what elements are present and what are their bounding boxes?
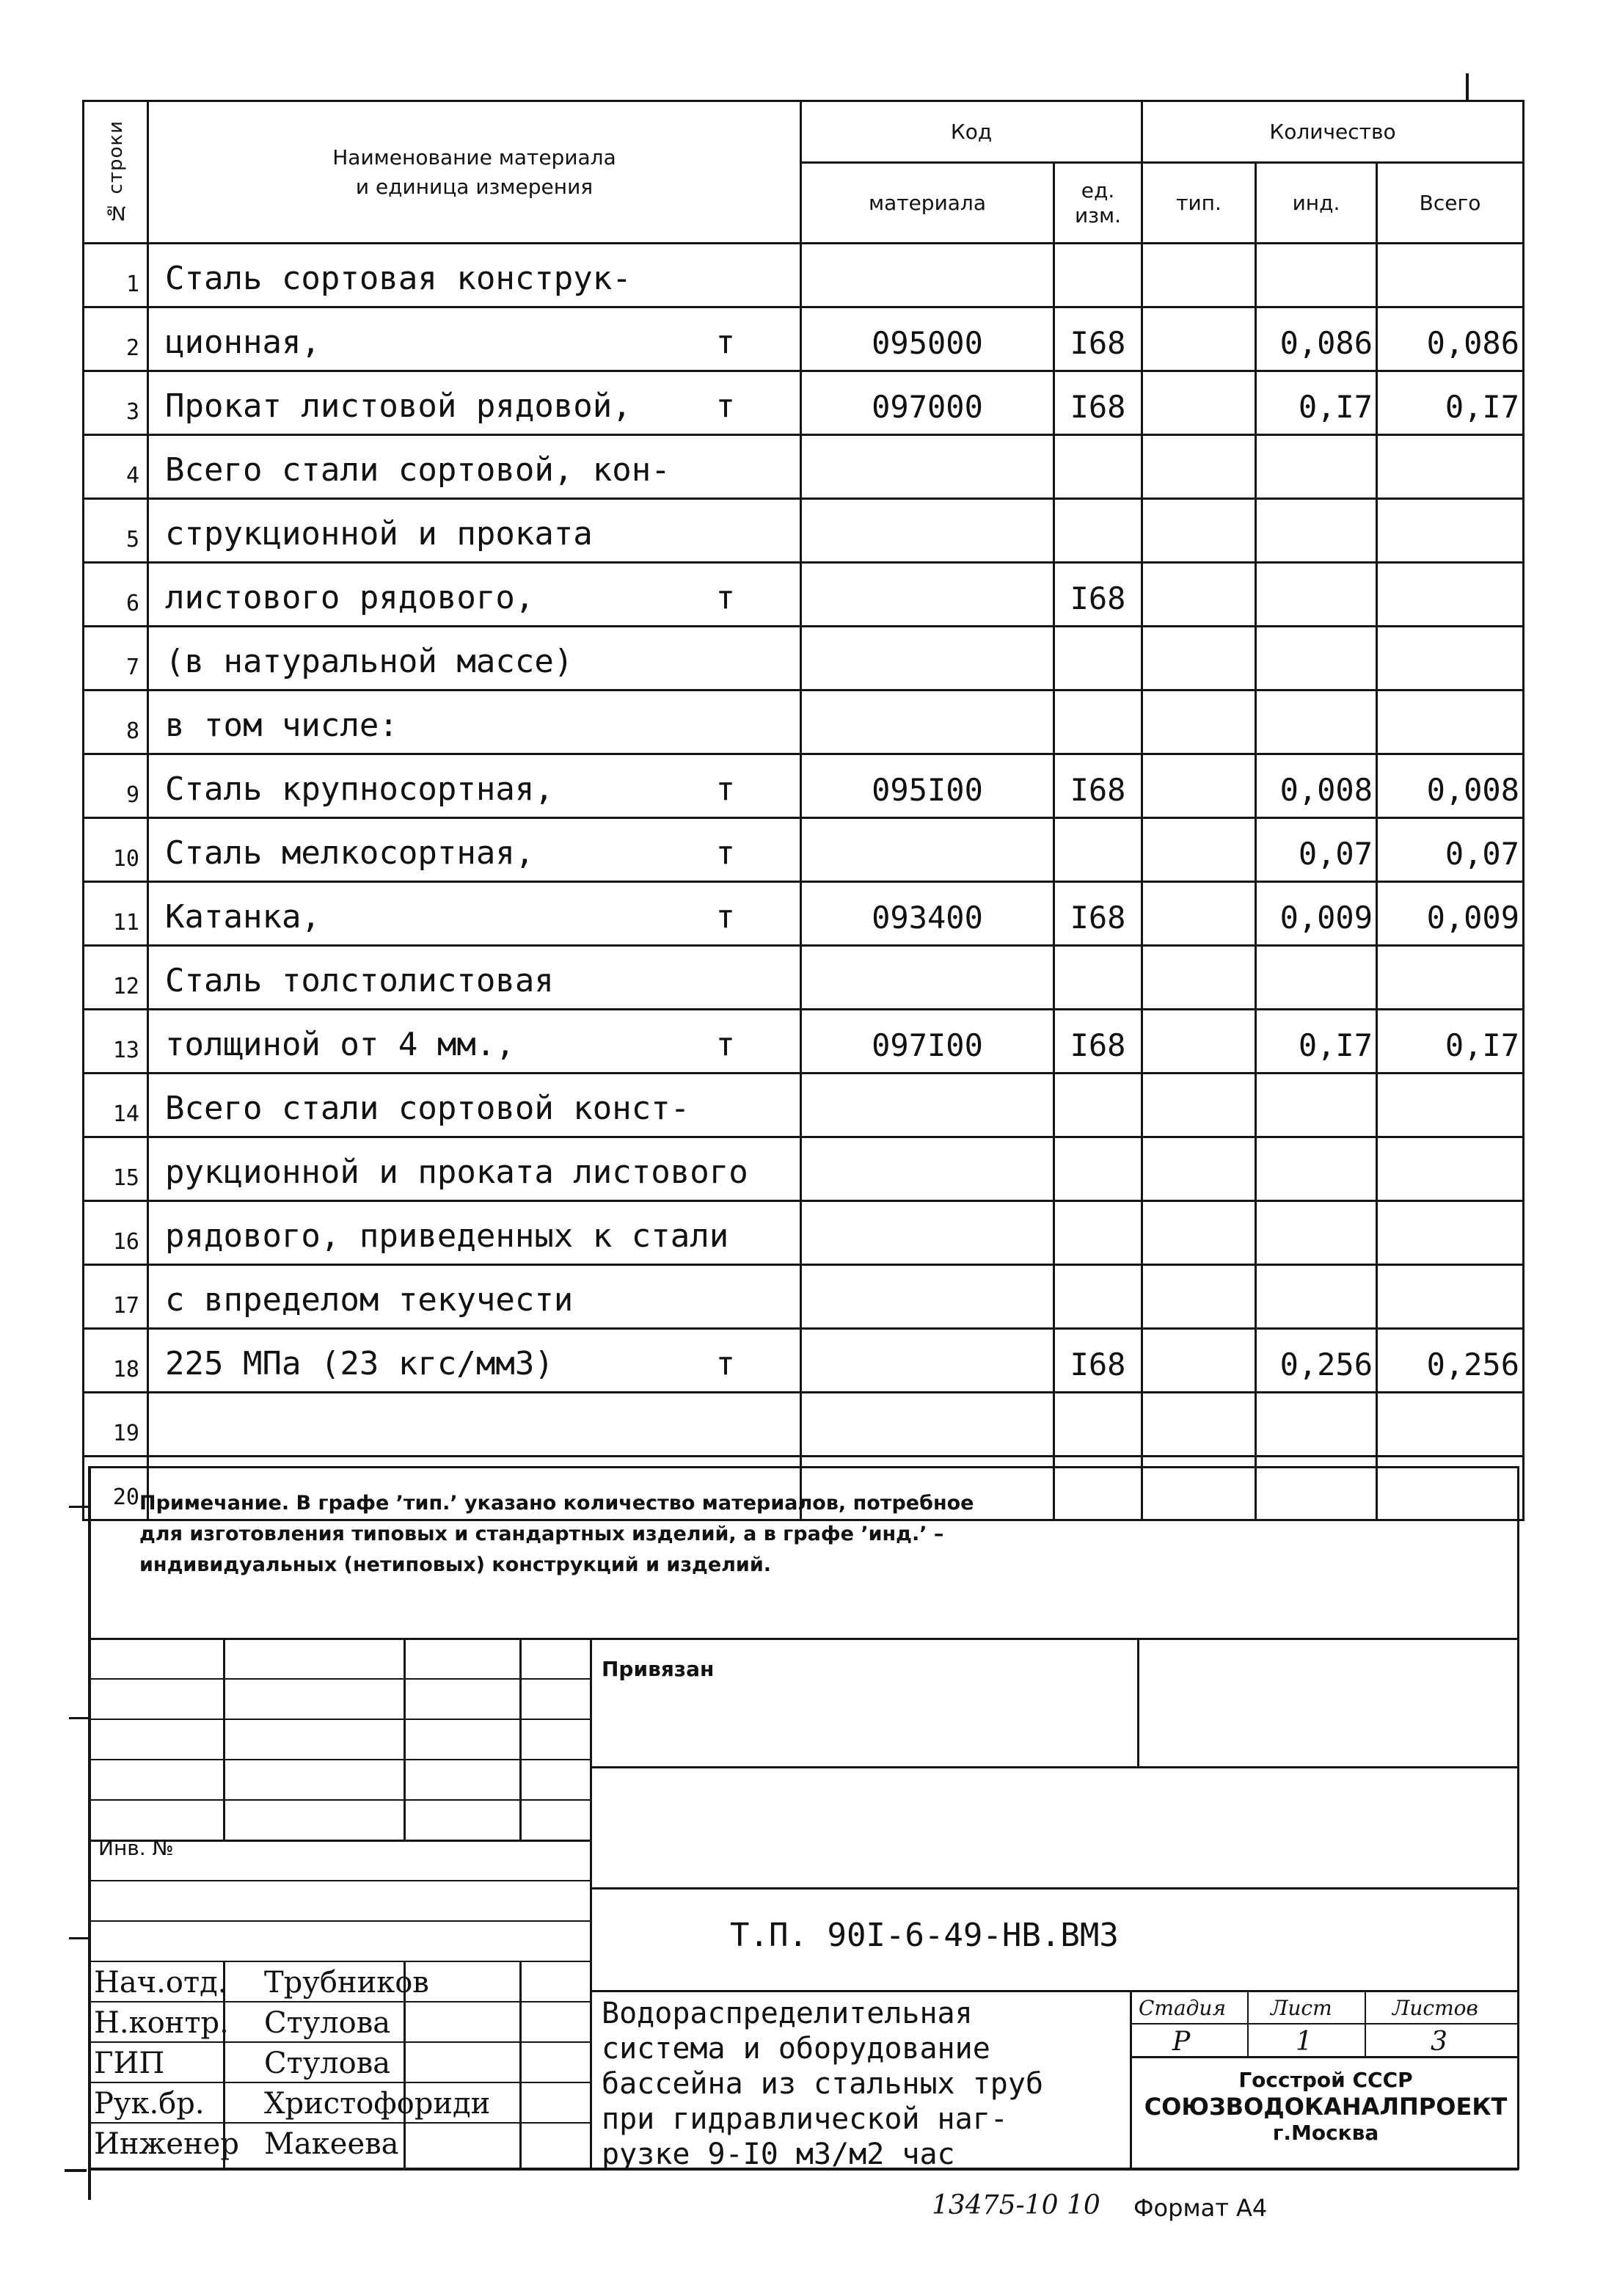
qty-total: 0,I7 bbox=[1377, 371, 1524, 435]
qty-total bbox=[1377, 1137, 1524, 1201]
qty-total: 0,008 bbox=[1377, 754, 1524, 818]
sheet-value: 1 bbox=[1296, 2027, 1312, 2057]
material-code bbox=[801, 1201, 1054, 1265]
table-row bbox=[84, 818, 1524, 882]
frame-tick bbox=[65, 2169, 87, 2172]
qty-ind bbox=[1256, 690, 1377, 754]
measure-unit: т bbox=[715, 834, 735, 872]
sheets-label: Листов bbox=[1392, 1996, 1478, 2020]
table-row bbox=[84, 371, 1524, 435]
measure-unit: т bbox=[715, 579, 735, 616]
material-code bbox=[801, 1393, 1054, 1457]
material-name: Всего стали сортовой, кон- bbox=[148, 435, 801, 499]
row-number: 11 bbox=[84, 882, 148, 946]
material-code: 093400 bbox=[801, 882, 1054, 946]
qty-ind: 0,I7 bbox=[1256, 371, 1377, 435]
material-code bbox=[801, 627, 1054, 690]
measure-unit: т bbox=[715, 387, 735, 425]
material-code: 097000 bbox=[801, 371, 1054, 435]
signer-role: Рук.бр. bbox=[94, 2087, 205, 2121]
qty-typ bbox=[1142, 818, 1256, 882]
signer-role: ГИП bbox=[94, 2047, 165, 2080]
unit-code bbox=[1054, 435, 1142, 499]
material-name: рукционной и проката листового bbox=[148, 1137, 801, 1201]
material-code bbox=[801, 690, 1054, 754]
unit-code: I68 bbox=[1054, 371, 1142, 435]
unit-code bbox=[1054, 1137, 1142, 1201]
material-name: (в натуральной массе) bbox=[148, 627, 801, 690]
qty-typ bbox=[1142, 946, 1256, 1010]
qty-total: 0,256 bbox=[1377, 1329, 1524, 1393]
qty-total bbox=[1377, 946, 1524, 1010]
sheet-label: Лист bbox=[1271, 1996, 1332, 2020]
qty-ind: 0,07 bbox=[1256, 818, 1377, 882]
qty-typ bbox=[1142, 1329, 1256, 1393]
handwritten-number: 13475-10 10 bbox=[932, 2190, 1100, 2220]
unit-code: I68 bbox=[1054, 563, 1142, 627]
qty-ind bbox=[1256, 946, 1377, 1010]
qty-ind: 0,I7 bbox=[1256, 1010, 1377, 1074]
qty-total bbox=[1377, 1201, 1524, 1265]
qty-total bbox=[1377, 627, 1524, 690]
signer-name: Макеева bbox=[264, 2127, 399, 2161]
table-row bbox=[84, 563, 1524, 627]
material-code: 097I00 bbox=[801, 1010, 1054, 1074]
unit-code bbox=[1054, 818, 1142, 882]
material-code bbox=[801, 1137, 1054, 1201]
unit-code bbox=[1054, 244, 1142, 307]
code-unit-header: ед. изм. bbox=[1054, 163, 1142, 244]
qty-typ bbox=[1142, 1074, 1256, 1137]
qty-total bbox=[1377, 244, 1524, 307]
organization-block: Госстрой СССР СОЮЗВОДОКАНАЛПРОЕКТ г.Москва bbox=[1144, 2068, 1508, 2145]
material-name: Сталь сортовая конструк- bbox=[148, 244, 801, 307]
material-code bbox=[801, 499, 1054, 563]
table-row bbox=[84, 1201, 1524, 1265]
qty-typ bbox=[1142, 627, 1256, 690]
qty-typ bbox=[1142, 244, 1256, 307]
qty-typ bbox=[1142, 371, 1256, 435]
table-row bbox=[84, 1010, 1524, 1074]
row-number: 12 bbox=[84, 946, 148, 1010]
table-bottom-rule bbox=[88, 1466, 1519, 1468]
material-code bbox=[801, 1265, 1054, 1329]
signer-role: Нач.отд. bbox=[94, 1966, 227, 2000]
qty-ind bbox=[1256, 244, 1377, 307]
qty-total bbox=[1377, 563, 1524, 627]
stage-label: Стадия bbox=[1139, 1996, 1226, 2020]
unit-code: I68 bbox=[1054, 882, 1142, 946]
qty-ind bbox=[1256, 1265, 1377, 1329]
qty-typ bbox=[1142, 1265, 1256, 1329]
material-name: Катанка, т bbox=[148, 882, 801, 946]
measure-unit: т bbox=[715, 770, 735, 808]
signer-name: Христофориди bbox=[264, 2087, 491, 2121]
unit-code bbox=[1054, 1393, 1142, 1457]
material-name: 225 МПа (23 кгс/мм3) т bbox=[148, 1329, 801, 1393]
material-code: 095I00 bbox=[801, 754, 1054, 818]
table-row bbox=[84, 1265, 1524, 1329]
row-number: 5 bbox=[84, 499, 148, 563]
frame-tick bbox=[69, 1717, 88, 1719]
material-code bbox=[801, 435, 1054, 499]
table-row bbox=[84, 1393, 1524, 1457]
table-row bbox=[84, 946, 1524, 1010]
row-number: 3 bbox=[84, 371, 148, 435]
inventory-number-label: Инв. № bbox=[98, 1836, 174, 1860]
table-row bbox=[84, 307, 1524, 371]
row-number: 4 bbox=[84, 435, 148, 499]
material-code bbox=[801, 1074, 1054, 1137]
table-row bbox=[84, 499, 1524, 563]
qty-total bbox=[1377, 1074, 1524, 1137]
qty-total-header: Всего bbox=[1377, 163, 1524, 244]
table-row bbox=[84, 882, 1524, 946]
signer-name: Стулова bbox=[264, 2006, 391, 2040]
row-number: 16 bbox=[84, 1201, 148, 1265]
unit-code bbox=[1054, 1074, 1142, 1137]
material-code bbox=[801, 946, 1054, 1010]
qty-ind bbox=[1256, 499, 1377, 563]
qty-typ bbox=[1142, 1010, 1256, 1074]
qty-typ bbox=[1142, 563, 1256, 627]
qty-ind bbox=[1256, 627, 1377, 690]
material-code: 095000 bbox=[801, 307, 1054, 371]
qty-typ bbox=[1142, 690, 1256, 754]
material-name: рядового, приведенных к стали bbox=[148, 1201, 801, 1265]
name-header: Наименование материала и единица измерения bbox=[148, 101, 801, 244]
frame-tick bbox=[1466, 73, 1469, 100]
title-block bbox=[88, 1638, 1519, 2170]
row-number: 1 bbox=[84, 244, 148, 307]
measure-unit: т bbox=[715, 898, 735, 936]
frame-tick bbox=[69, 1506, 88, 1508]
signer-role: Н.контр. bbox=[94, 2006, 229, 2040]
qty-ind bbox=[1256, 1074, 1377, 1137]
material-name bbox=[148, 1393, 801, 1457]
qty-ind: 0,008 bbox=[1256, 754, 1377, 818]
qty-typ bbox=[1142, 882, 1256, 946]
row-number: 9 bbox=[84, 754, 148, 818]
row-number: 7 bbox=[84, 627, 148, 690]
material-name: Сталь толстолистовая bbox=[148, 946, 801, 1010]
row-number: 15 bbox=[84, 1137, 148, 1201]
material-code bbox=[801, 244, 1054, 307]
qty-ind: 0,086 bbox=[1256, 307, 1377, 371]
row-number: 20 bbox=[84, 1457, 148, 1520]
measure-unit: т bbox=[715, 324, 735, 361]
measure-unit: т bbox=[715, 1026, 735, 1063]
qty-ind bbox=[1256, 563, 1377, 627]
qty-ind-header: инд. bbox=[1256, 163, 1377, 244]
qty-total bbox=[1377, 499, 1524, 563]
material-name: струкционной и проката bbox=[148, 499, 801, 563]
table-row bbox=[84, 1329, 1524, 1393]
qty-total bbox=[1377, 690, 1524, 754]
table-row bbox=[84, 754, 1524, 818]
row-number: 14 bbox=[84, 1074, 148, 1137]
qty-total bbox=[1377, 1393, 1524, 1457]
note-text: Примечание. В графе ʼтип.ʼ указано количество материалов, потребное для изготовления типовых и стандартных изделий, а в графе ʼинд.ʼ – индивидуальных (нетиповых) конструкций и изделий. bbox=[139, 1492, 974, 1576]
row-number: 13 bbox=[84, 1010, 148, 1074]
qty-typ bbox=[1142, 435, 1256, 499]
row-number-header: № строки bbox=[84, 101, 148, 244]
material-name: ционная, т bbox=[148, 307, 801, 371]
frame-tick bbox=[69, 1937, 88, 1939]
material-name: толщиной от 4 мм., т bbox=[148, 1010, 801, 1074]
row-number: 2 bbox=[84, 307, 148, 371]
unit-code: I68 bbox=[1054, 1010, 1142, 1074]
material-name: в том числе: bbox=[148, 690, 801, 754]
quantity-group-header: Количество bbox=[1142, 101, 1524, 163]
measure-unit: т bbox=[715, 1345, 735, 1382]
table-row bbox=[84, 1074, 1524, 1137]
qty-ind: 0,009 bbox=[1256, 882, 1377, 946]
code-group-header: Код bbox=[801, 101, 1142, 163]
material-name: Всего стали сортовой конст- bbox=[148, 1074, 801, 1137]
qty-total: 0,I7 bbox=[1377, 1010, 1524, 1074]
row-number: 8 bbox=[84, 690, 148, 754]
table-row bbox=[84, 1137, 1524, 1201]
table-row bbox=[84, 690, 1524, 754]
unit-code: I68 bbox=[1054, 754, 1142, 818]
table-row bbox=[84, 627, 1524, 690]
unit-code bbox=[1054, 946, 1142, 1010]
qty-typ bbox=[1142, 1393, 1256, 1457]
qty-typ-header: тип. bbox=[1142, 163, 1256, 244]
qty-ind bbox=[1256, 435, 1377, 499]
qty-typ bbox=[1142, 307, 1256, 371]
material-code bbox=[801, 563, 1054, 627]
qty-total bbox=[1377, 1265, 1524, 1329]
note-right-border bbox=[1517, 1466, 1519, 1639]
row-number: 6 bbox=[84, 563, 148, 627]
bound-label: Привязан bbox=[602, 1657, 715, 1681]
row-number: 10 bbox=[84, 818, 148, 882]
qty-ind: 0,256 bbox=[1256, 1329, 1377, 1393]
unit-code: I68 bbox=[1054, 1329, 1142, 1393]
unit-code bbox=[1054, 690, 1142, 754]
qty-total bbox=[1377, 435, 1524, 499]
qty-total: 0,086 bbox=[1377, 307, 1524, 371]
qty-typ bbox=[1142, 1137, 1256, 1201]
qty-total: 0,009 bbox=[1377, 882, 1524, 946]
material-code bbox=[801, 1329, 1054, 1393]
stage-value: Р bbox=[1172, 2027, 1191, 2057]
qty-ind bbox=[1256, 1393, 1377, 1457]
material-name: с впределом текучести bbox=[148, 1265, 801, 1329]
material-name: Сталь крупносортная, т bbox=[148, 754, 801, 818]
document-code: Т.П. 90I-6-49-НВ.ВМ3 bbox=[730, 1917, 1119, 1954]
signer-name: Стулова bbox=[264, 2047, 391, 2080]
signer-name: Трубников bbox=[264, 1966, 429, 2000]
material-code bbox=[801, 818, 1054, 882]
table-row bbox=[84, 244, 1524, 307]
qty-typ bbox=[1142, 499, 1256, 563]
unit-code bbox=[1054, 1265, 1142, 1329]
unit-code: I68 bbox=[1054, 307, 1142, 371]
signer-role: Инженер bbox=[94, 2127, 239, 2161]
material-name: листового рядового, т bbox=[148, 563, 801, 627]
sheets-value: 3 bbox=[1431, 2027, 1447, 2057]
qty-total: 0,07 bbox=[1377, 818, 1524, 882]
qty-ind bbox=[1256, 1201, 1377, 1265]
unit-code bbox=[1054, 627, 1142, 690]
material-name: Прокат листовой рядовой, т bbox=[148, 371, 801, 435]
qty-typ bbox=[1142, 1201, 1256, 1265]
qty-ind bbox=[1256, 1137, 1377, 1201]
material-name: Сталь мелкосортная, т bbox=[148, 818, 801, 882]
unit-code bbox=[1054, 1201, 1142, 1265]
format-label: Формат А4 bbox=[1133, 2194, 1268, 2222]
unit-code bbox=[1054, 499, 1142, 563]
code-material-header: материала bbox=[801, 163, 1054, 244]
table-row bbox=[84, 435, 1524, 499]
row-number: 18 bbox=[84, 1329, 148, 1393]
materials-table bbox=[82, 100, 1525, 1521]
qty-typ bbox=[1142, 754, 1256, 818]
row-number: 19 bbox=[84, 1393, 148, 1457]
row-number: 17 bbox=[84, 1265, 148, 1329]
project-title: Водораспределительная система и оборудование бассейна из стальных труб при гидравлической наг- рузке 9-I0 м3/м2 час bbox=[602, 1997, 1044, 2171]
